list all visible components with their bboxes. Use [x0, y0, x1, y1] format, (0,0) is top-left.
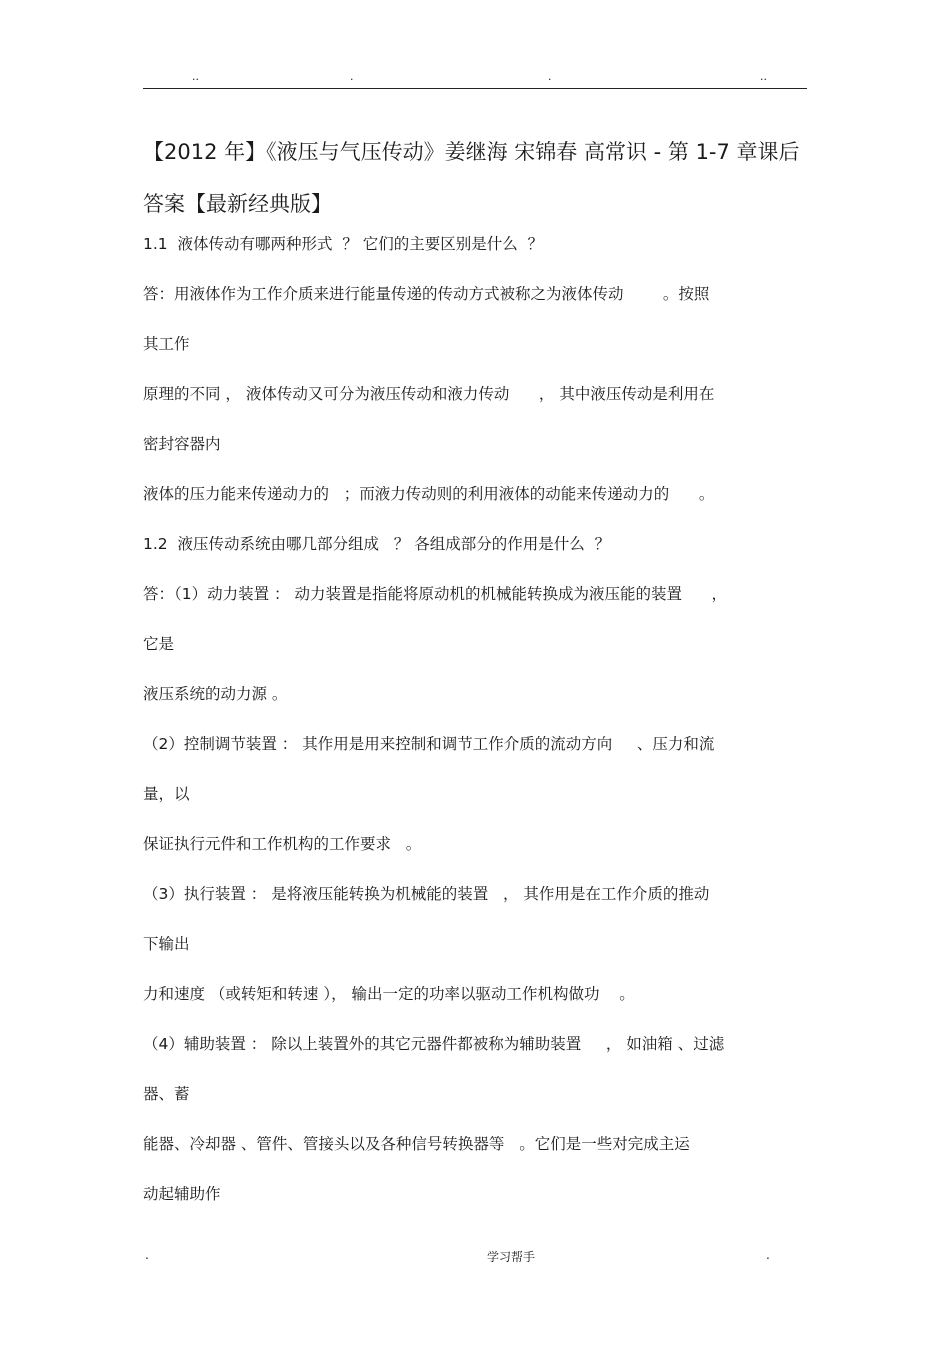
document-title: 【2012 年】《液压与气压传动》姜继海 宋锦春 高常识 - 第 1-7 章课后答案【最新经典版】 — [143, 140, 800, 216]
text-line: 1.2 液压传动系统由哪几部分组成 ？ 各组成部分的作用是什么 ？ — [143, 535, 611, 553]
header-mark: .. — [760, 70, 767, 83]
footer-left-mark: . — [145, 1248, 149, 1262]
text-line: 量，以 — [143, 785, 190, 803]
header-divider — [143, 88, 807, 89]
text-line: 原理的不同 ， 液体传动又可分为液压传动和液力传动 ， 其中液压传动是利用在 — [143, 385, 715, 403]
text-line: 力和速度 （或转矩和转速 ）， 输出一定的功率以驱动工作机构做功 。 — [143, 985, 635, 1003]
text-line: 答：用液体作为工作介质来进行能量传递的传动方式被称之为液体传动 。按照 — [143, 285, 710, 303]
text-line: （4）辅助装置 ： 除以上装置外的其它元器件都被称为辅助装置 ， 如油箱 、过滤 — [143, 1035, 725, 1053]
header-marks — [0, 70, 950, 84]
text-line: 液压系统的动力源 。 — [143, 685, 288, 703]
text-line: 器、蓄 — [143, 1085, 190, 1103]
text-line: 答：（1）动力装置 ： 动力装置是指能将原动机的机械能转换成为液压能的装置 ， — [143, 585, 728, 603]
text-line: 动起辅助作 — [143, 1185, 221, 1203]
text-line: （2）控制调节装置 ： 其作用是用来控制和调节工作介质的流动方向 、压力和流 — [143, 735, 715, 753]
text-line: 它是 — [143, 635, 175, 653]
header-mark: . — [350, 70, 354, 83]
text-line: 密封容器内 — [143, 435, 221, 453]
header-mark: . — [548, 70, 552, 83]
text-line: 液体的压力能来传递动力的 ；而液力传动则的利用液体的动能来传递动力的 。 — [143, 485, 715, 503]
text-line: 其工作 — [143, 335, 190, 353]
text-line: 保证执行元件和工作机构的工作要求 。 — [143, 835, 422, 853]
text-line: （3）执行装置 ： 是将液压能转换为机械能的装置 ， 其作用是在工作介质的推动 — [143, 885, 710, 903]
footer-label: 学习帮手 — [487, 1250, 536, 1264]
text-line: 1.1 液体传动有哪两种形式 ？ 它们的主要区别是什么 ？ — [143, 235, 544, 253]
footer-right-mark: . — [766, 1248, 770, 1262]
text-line: 能器、冷却器 、管件、管接头以及各种信号转换器等 。它们是一些对完成主运 — [143, 1135, 690, 1153]
header-mark: .. — [192, 70, 199, 83]
text-line: 下输出 — [143, 935, 190, 953]
